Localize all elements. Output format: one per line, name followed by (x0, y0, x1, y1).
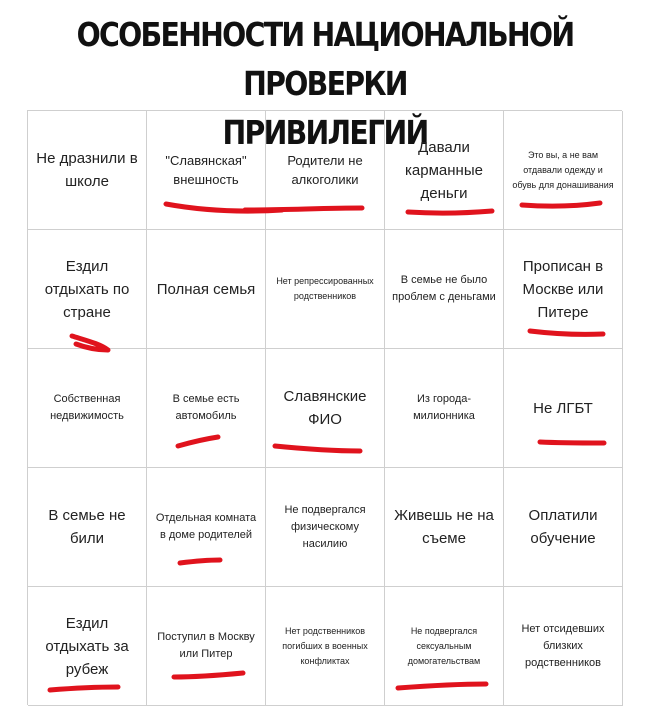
bingo-grid (27, 110, 622, 705)
cell-text: Отдельная комната в доме родителей (155, 512, 257, 541)
title-line-2: ПРИВИЛЕГИЙ (222, 113, 428, 152)
cell-text: Нет отсидевших близких родственников (521, 622, 605, 669)
bingo-cell (28, 349, 147, 468)
cell-text: Ездил отдыхать по стране (44, 257, 130, 321)
bingo-cell (385, 230, 504, 349)
bingo-cell (147, 230, 266, 349)
cell-text: Не подвергался физическому насилию (284, 503, 366, 550)
cell-text: Полная семья (156, 280, 256, 298)
cell-text: Живешь не на съеме (394, 507, 494, 547)
bingo-cell (504, 587, 623, 706)
cell-text: Ездил отдыхать за рубеж (45, 614, 129, 678)
cell-text: Прописан в Москве или Питере (522, 257, 604, 321)
cell-text: Славянские ФИО (283, 388, 367, 428)
cell-text: Не ЛГБТ (533, 399, 593, 417)
bingo-cell (147, 587, 266, 706)
bingo-cell (385, 349, 504, 468)
cell-text: Оплатили обучение (528, 507, 598, 547)
bingo-cell (28, 111, 147, 230)
cell-text: В семье не было проблем с деньгами (392, 274, 496, 303)
bingo-cell (504, 230, 623, 349)
cell-text: Это вы, а не вам отдавали одежду и обувь для донашивания (512, 149, 614, 190)
bingo-cell (266, 230, 385, 349)
bingo-cell (147, 349, 266, 468)
cell-text: Нет родственников погибших в военных конфликтах (282, 625, 368, 666)
bingo-cell (266, 468, 385, 587)
cell-text: Нет репрессированных родственников (276, 276, 374, 301)
bingo-cell (147, 468, 266, 587)
bingo-cell (385, 587, 504, 706)
cell-text: Не подвергался сексуальным домогательствам (407, 625, 481, 666)
bingo-cell (28, 230, 147, 349)
cell-text: В семье не били (48, 507, 126, 547)
cell-text: Давали карманные деньги (405, 138, 483, 202)
cell-text: Из города-милионника (413, 393, 475, 422)
bingo-cell (504, 111, 623, 230)
bingo-cell (504, 468, 623, 587)
cell-text: Собственная недвижимость (50, 393, 124, 422)
bingo-cell (266, 587, 385, 706)
bingo-cell (266, 349, 385, 468)
bingo-cell (28, 587, 147, 706)
cell-text: В семье есть автомобиль (172, 393, 240, 422)
cell-text: Не дразнили в школе (36, 150, 138, 190)
bingo-cell (147, 111, 266, 230)
bingo-cell (504, 349, 623, 468)
bingo-cell (385, 111, 504, 230)
cell-text: "Славянская" внешность (165, 153, 247, 187)
title-line-1: ОСОБЕННОСТИ НАЦИОНАЛЬНОЙ ПРОВЕРКИ (76, 15, 574, 103)
bingo-cell (266, 111, 385, 230)
bingo-cell (28, 468, 147, 587)
cell-text: Поступил в Москву или Питер (157, 631, 255, 660)
cell-text: Родители не алкоголики (287, 153, 363, 187)
bingo-cell (385, 468, 504, 587)
